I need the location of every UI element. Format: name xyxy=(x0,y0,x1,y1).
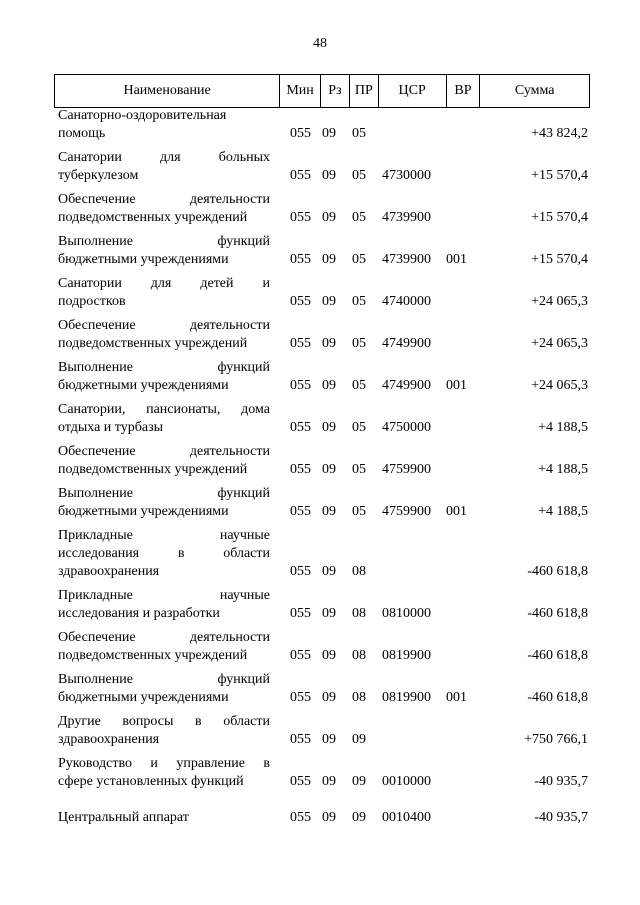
row-vr: 001 xyxy=(446,378,467,393)
table-row xyxy=(54,671,590,707)
table-row xyxy=(54,485,590,521)
table-row xyxy=(54,713,590,749)
row-min: 055 xyxy=(290,210,311,225)
row-sum: -460 618,8 xyxy=(527,564,588,579)
row-rz: 09 xyxy=(322,336,336,351)
row-pr: 05 xyxy=(352,168,366,183)
row-rz: 09 xyxy=(322,252,336,267)
row-name-line: помощь xyxy=(58,126,106,141)
row-name xyxy=(58,359,270,395)
row-rz: 09 xyxy=(322,504,336,519)
row-name-line: подведомственных учреждений xyxy=(58,648,248,663)
row-min: 055 xyxy=(290,294,311,309)
row-rz: 09 xyxy=(322,810,336,825)
row-rz: 09 xyxy=(322,690,336,705)
row-min: 055 xyxy=(290,690,311,705)
row-sum: +750 766,1 xyxy=(524,732,588,747)
row-pr: 05 xyxy=(352,504,366,519)
table-row xyxy=(54,587,590,623)
row-name-line: Выполнение функций xyxy=(58,234,270,249)
row-csr: 0010000 xyxy=(382,774,431,789)
row-pr: 08 xyxy=(352,648,366,663)
row-name-line: здравоохранения xyxy=(58,732,160,747)
row-csr: 0819900 xyxy=(382,690,431,705)
row-rz: 09 xyxy=(322,462,336,477)
row-name-line: сфере установленных функций xyxy=(58,774,244,789)
row-min: 055 xyxy=(290,774,311,789)
row-pr: 05 xyxy=(352,210,366,225)
row-name xyxy=(58,275,270,311)
row-csr: 4739900 xyxy=(382,210,431,225)
row-name-line: Обеспечение деятельности xyxy=(58,318,270,333)
row-csr: 4740000 xyxy=(382,294,431,309)
table-row xyxy=(54,359,590,395)
row-name-line: Санатории для детей и xyxy=(58,276,270,291)
table-row xyxy=(54,755,590,791)
row-rz: 09 xyxy=(322,210,336,225)
row-min: 055 xyxy=(290,504,311,519)
header-min: Мин xyxy=(279,75,320,107)
table-row xyxy=(54,233,590,269)
row-sum: +24 065,3 xyxy=(531,378,588,393)
row-name-line: отдыха и турбазы xyxy=(58,420,164,435)
row-name xyxy=(58,809,270,827)
row-name-line: Выполнение функций xyxy=(58,486,270,501)
row-sum: -460 618,8 xyxy=(527,648,588,663)
row-csr: 0819900 xyxy=(382,648,431,663)
row-min: 055 xyxy=(290,606,311,621)
row-csr: 4759900 xyxy=(382,462,431,477)
row-name-line: подростков xyxy=(58,294,126,309)
row-sum: +15 570,4 xyxy=(531,168,588,183)
row-rz: 09 xyxy=(322,378,336,393)
row-name xyxy=(58,191,270,227)
row-name xyxy=(58,587,270,623)
row-name-line: Центральный аппарат xyxy=(58,810,189,825)
row-sum: +24 065,3 xyxy=(531,294,588,309)
row-name-line: Обеспечение деятельности xyxy=(58,444,270,459)
row-name-line: подведомственных учреждений xyxy=(58,336,248,351)
row-rz: 09 xyxy=(322,648,336,663)
row-name-line: Санаторно-оздоровительная xyxy=(58,108,227,123)
row-min: 055 xyxy=(290,336,311,351)
row-pr: 08 xyxy=(352,690,366,705)
row-rz: 09 xyxy=(322,564,336,579)
row-min: 055 xyxy=(290,168,311,183)
row-csr: 4739900 xyxy=(382,252,431,267)
row-rz: 09 xyxy=(322,732,336,747)
row-sum: +43 824,2 xyxy=(531,126,588,141)
row-sum: -40 935,7 xyxy=(534,774,588,789)
table-row xyxy=(54,107,590,143)
row-rz: 09 xyxy=(322,126,336,141)
row-sum: +24 065,3 xyxy=(531,336,588,351)
row-min: 055 xyxy=(290,126,311,141)
row-pr: 09 xyxy=(352,810,366,825)
row-sum: -40 935,7 xyxy=(534,810,588,825)
row-name-line: Выполнение функций xyxy=(58,672,270,687)
row-rz: 09 xyxy=(322,774,336,789)
row-rz: 09 xyxy=(322,606,336,621)
row-pr: 05 xyxy=(352,252,366,267)
row-name xyxy=(58,629,270,665)
row-name-line: Обеспечение деятельности xyxy=(58,192,270,207)
row-pr: 09 xyxy=(352,774,366,789)
row-csr: 4750000 xyxy=(382,420,431,435)
table-row xyxy=(54,791,590,827)
row-name-line: Прикладные научные xyxy=(58,588,270,603)
table-row xyxy=(54,191,590,227)
row-sum: +4 188,5 xyxy=(538,420,588,435)
header-rz: Рз xyxy=(320,75,349,107)
row-name-line: исследования в области xyxy=(58,546,270,561)
budget-table-header xyxy=(54,74,590,108)
row-pr: 09 xyxy=(352,732,366,747)
row-sum: -460 618,8 xyxy=(527,606,588,621)
row-name xyxy=(58,149,270,185)
header-pr: ПР xyxy=(349,75,378,107)
row-vr: 001 xyxy=(446,504,467,519)
row-name xyxy=(58,317,270,353)
row-pr: 05 xyxy=(352,462,366,477)
row-name-line: Другие вопросы в области xyxy=(58,714,270,729)
row-name-line: бюджетными учреждениями xyxy=(58,378,229,393)
row-pr: 05 xyxy=(352,294,366,309)
table-row xyxy=(54,317,590,353)
row-name xyxy=(58,713,270,749)
row-min: 055 xyxy=(290,252,311,267)
row-pr: 05 xyxy=(352,336,366,351)
row-name-line: бюджетными учреждениями xyxy=(58,504,229,519)
row-name-line: Санатории для больных xyxy=(58,150,270,165)
row-name-line: бюджетными учреждениями xyxy=(58,690,229,705)
row-name xyxy=(58,401,270,437)
header-sum: Сумма xyxy=(479,75,589,107)
row-pr: 05 xyxy=(352,378,366,393)
row-pr: 08 xyxy=(352,606,366,621)
row-rz: 09 xyxy=(322,420,336,435)
row-pr: 08 xyxy=(352,564,366,579)
row-name xyxy=(58,485,270,521)
table-row xyxy=(54,629,590,665)
row-csr: 4759900 xyxy=(382,504,431,519)
row-vr: 001 xyxy=(446,252,467,267)
row-rz: 09 xyxy=(322,294,336,309)
row-name-line: исследования и разработки xyxy=(58,606,220,621)
page-number: 48 xyxy=(313,36,327,51)
header-csr: ЦСР xyxy=(378,75,446,107)
row-name-line: Санатории, пансионаты, дома xyxy=(58,402,270,417)
row-name xyxy=(58,443,270,479)
row-min: 055 xyxy=(290,420,311,435)
row-name xyxy=(58,671,270,707)
row-csr: 0810000 xyxy=(382,606,431,621)
table-row xyxy=(54,443,590,479)
table-row xyxy=(54,275,590,311)
row-csr: 4749900 xyxy=(382,336,431,351)
row-name xyxy=(58,233,270,269)
row-csr: 4749900 xyxy=(382,378,431,393)
row-name-line: подведомственных учреждений xyxy=(58,462,248,477)
row-sum: +4 188,5 xyxy=(538,462,588,477)
row-name-line: туберкулезом xyxy=(58,168,139,183)
row-name-line: подведомственных учреждений xyxy=(58,210,248,225)
row-csr: 4730000 xyxy=(382,168,431,183)
row-vr: 001 xyxy=(446,690,467,705)
header-name: Наименование xyxy=(123,83,211,98)
table-row xyxy=(54,527,590,581)
row-name xyxy=(58,755,270,791)
row-csr: 0010400 xyxy=(382,810,431,825)
row-sum: +15 570,4 xyxy=(531,252,588,267)
row-min: 055 xyxy=(290,810,311,825)
row-name-line: Руководство и управление в xyxy=(58,756,270,771)
row-rz: 09 xyxy=(322,168,336,183)
row-min: 055 xyxy=(290,378,311,393)
row-name-line: Обеспечение деятельности xyxy=(58,630,270,645)
table-row xyxy=(54,401,590,437)
row-sum: +4 188,5 xyxy=(538,504,588,519)
row-name-line: Выполнение функций xyxy=(58,360,270,375)
row-name xyxy=(58,527,270,581)
row-min: 055 xyxy=(290,564,311,579)
table-header-row xyxy=(54,74,590,108)
row-sum: -460 618,8 xyxy=(527,690,588,705)
row-name-line: здравоохранения xyxy=(58,564,160,579)
row-name xyxy=(58,107,270,143)
header-vr: ВР xyxy=(446,75,480,107)
row-pr: 05 xyxy=(352,420,366,435)
row-name-line: Прикладные научные xyxy=(58,528,270,543)
row-min: 055 xyxy=(290,732,311,747)
row-min: 055 xyxy=(290,648,311,663)
row-pr: 05 xyxy=(352,126,366,141)
table-row xyxy=(54,149,590,185)
row-sum: +15 570,4 xyxy=(531,210,588,225)
row-name-line: бюджетными учреждениями xyxy=(58,252,229,267)
row-min: 055 xyxy=(290,462,311,477)
